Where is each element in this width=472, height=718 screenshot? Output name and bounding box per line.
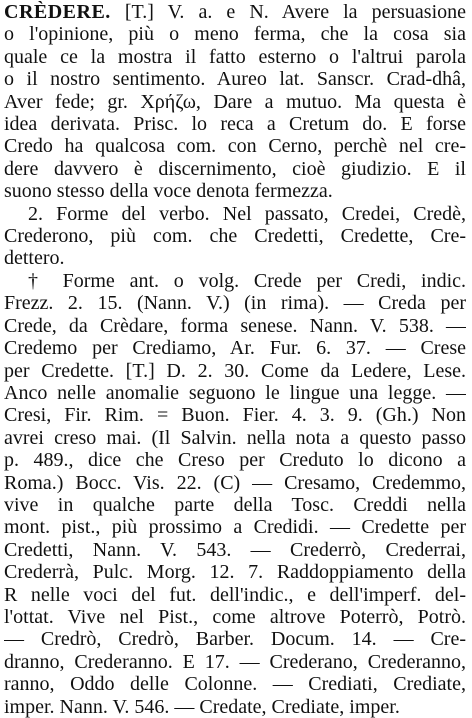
text-line: p. 489., dice che Creso per Creduto lo dicono a bbox=[4, 449, 466, 472]
text-line: Crederrà, Pulc. Morg. 12. 7. Raddoppiamento della bbox=[4, 561, 466, 584]
text-line: Credetti, Nann. V. 543. — Crederrò, Crederrai, bbox=[4, 538, 466, 561]
text-line: Crede, da Crèdare, forma senese. Nann. V. 538. — bbox=[4, 314, 466, 337]
text-line: — Credrò, Credrò, Barber. Docum. 14. — Cre- bbox=[4, 628, 466, 651]
text-line: per Credette. [T.] D. 2. 30. Come da Ledere, Lese. bbox=[4, 359, 466, 382]
text-line: Aver fede; gr. Χρήζω, Dare a mutuo. Ma questa è bbox=[4, 90, 466, 113]
entry-paragraph bbox=[4, 1, 466, 203]
text-line: Roma.) Bocc. Vis. 22. (C) — Cresamo, Credemmo, bbox=[4, 471, 466, 494]
text-line: mont. pist., più prossimo a Credidi. — Credette per bbox=[4, 516, 466, 539]
text-line: Cresi, Fir. Rim. = Buon. Fier. 4. 3. 9. (Gh.) Non bbox=[4, 404, 466, 427]
text-line: quale ce la mostra il fatto esterno o l'altrui parola bbox=[4, 45, 466, 68]
text-line: o il nostro sentimento. Aureo lat. Sanscr. Crad-dhâ, bbox=[4, 68, 466, 91]
text-line: o l'opinione, più o meno ferma, che la cosa sia bbox=[4, 23, 466, 46]
text-line: CRÈDERE. [T.] V. a. e N. Avere la persuasione bbox=[4, 1, 466, 23]
text-line: ranno, Oddo delle Colonne. — Crediati, Crediate, bbox=[4, 673, 466, 696]
text-line: l'ottat. Vive nel Pist., come altrove Poterrò, Potrò. bbox=[4, 605, 466, 628]
text-line: imper. Nann. V. 546. — Credate, Crediate, imper. bbox=[4, 695, 400, 718]
entry-paragraph bbox=[4, 270, 466, 718]
text-line: vive in qualche parte della Tosc. Creddi nella bbox=[4, 493, 466, 516]
text-line: dranno, Crederanno. E 17. — Crederano, Crederanno, bbox=[4, 650, 466, 673]
entry-paragraph bbox=[4, 203, 466, 270]
headword: CRÈDERE. bbox=[4, 1, 111, 23]
text-line: Frezz. 2. 15. (Nann. V.) (in rima). — Creda per bbox=[4, 292, 466, 315]
text-line: dere davvero è discernimento, cioè giudizio. E il bbox=[4, 157, 466, 180]
text-line: dettero. bbox=[4, 247, 65, 270]
text-line: Anco nelle anomalie seguono le lingue una legge. — bbox=[4, 381, 466, 404]
text-line: suono stesso della voce denota fermezza. bbox=[4, 180, 333, 203]
text-line: R nelle voci del fut. dell'indic., e dell'imperf. del- bbox=[4, 583, 466, 606]
text-line: 2. Forme del verbo. Nel passato, Credei, Credè, bbox=[28, 202, 466, 225]
text-line: Credemo per Crediamo, Ar. Fur. 6. 37. — Crese bbox=[4, 337, 466, 360]
text-line: † Forme ant. o volg. Crede per Credi, indic. bbox=[28, 269, 466, 292]
text-line: Crederono, più com. che Credetti, Credette, Cre- bbox=[4, 225, 466, 248]
text-line: Credo ha qualcosa com. con Cerno, perchè nel cre- bbox=[4, 135, 466, 158]
text-line: avrei creso mai. (Il Salvin. nella nota a questo passo bbox=[4, 426, 466, 449]
text-line: idea derivata. Prisc. lo reca a Cretum do. E forse bbox=[4, 113, 466, 136]
